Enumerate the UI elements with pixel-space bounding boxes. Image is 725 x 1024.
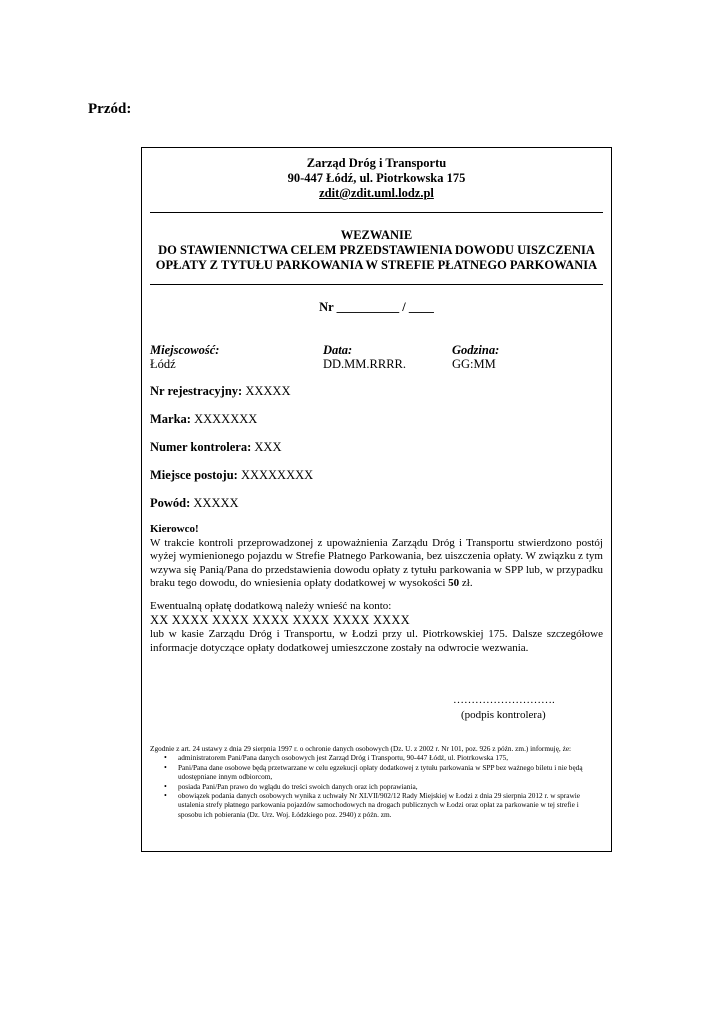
signature-caption: (podpis kontrolera) bbox=[461, 709, 546, 721]
privacy-item: • obowiązek podania danych osobowych wynika z uchwały Nr XLVII/902/12 Rady Miejskiej w Łodzi z dnia 29 sierpnia 2012 r. w sprawie ustalenia strefy płatnego parkowania pojazdów samochodowych na drogach publicznych w Łodzi oraz opłat za parkowanie w tej strefie i sposobu ich pobierania (Dz. Urz. Woj. Łódzkiego poz. 2940) z późn. zm. bbox=[178, 791, 603, 819]
account-intro: Ewentualną opłatę dodatkową należy wnieść na konto: bbox=[150, 600, 392, 612]
page-side-label: Przód: bbox=[88, 101, 132, 117]
reason-label: Powód: bbox=[150, 496, 191, 510]
account-number: XX XXXX XXXX XXXX XXXX XXXX XXXX bbox=[150, 612, 410, 627]
divider-bottom bbox=[150, 284, 603, 285]
inspector-number-value: XXX bbox=[251, 440, 282, 454]
make-field bbox=[150, 412, 257, 427]
privacy-item: • Pani/Pana dane osobowe będą przetwarzane w celu egzekucji opłaty dodatkowej z tytułu parkowania w SPP bez ważnego biletu i nie będą udostępniane innym odbiorcom, bbox=[178, 763, 603, 782]
account-outro: lub w kasie Zarządu Dróg i Transportu, w Łodzi przy ul. Piotrkowskiej 175. Dalsze szczegółowe informacje dotyczące opłaty dodatkowej umieszczone zostały na odwrocie wezwania. bbox=[150, 628, 603, 654]
reason-field bbox=[150, 496, 239, 511]
document-number-line: Nr __________ / ____ bbox=[319, 300, 434, 314]
time-value: GG:MM bbox=[452, 357, 496, 371]
summons-form bbox=[141, 147, 612, 852]
issuer-email-wrap bbox=[142, 186, 611, 202]
make-label: Marka: bbox=[150, 412, 191, 426]
reason-value: XXXXX bbox=[190, 496, 239, 510]
place-label: Miejscowość: bbox=[150, 343, 220, 357]
greeting: Kierowco! bbox=[150, 523, 199, 535]
privacy-intro: Zgodnie z art. 24 ustawy z dnia 29 sierpnia 1997 r. o ochronie danych osobowych (Dz. U. z 2002 r. Nr 101, poz. 926 z późn. zm.) informuję, że: bbox=[150, 744, 572, 753]
privacy-list bbox=[150, 753, 603, 819]
privacy-notice bbox=[150, 744, 603, 819]
registration-label: Nr rejestracyjny: bbox=[150, 384, 243, 398]
signature-line: ………………………. bbox=[453, 694, 555, 706]
divider-top bbox=[150, 212, 603, 213]
inspector-number-label: Numer kontrolera: bbox=[150, 440, 252, 454]
make-value: XXXXXXX bbox=[190, 412, 258, 426]
date-value: DD.MM.RRRR. bbox=[323, 357, 407, 371]
issuer-email-link[interactable]: zdit@zdit.uml.lodz.pl bbox=[319, 186, 434, 200]
issuer-address: 90-447 Łódź, ul. Piotrkowska 175 bbox=[287, 171, 466, 185]
place-value: Łódź bbox=[150, 357, 176, 371]
inspector-number-field bbox=[150, 440, 281, 455]
document-title: WEZWANIE bbox=[340, 228, 413, 242]
payment-paragraph bbox=[150, 600, 603, 655]
registration-field bbox=[150, 384, 290, 399]
date-label: Data: bbox=[323, 343, 353, 357]
fee-amount: 50 bbox=[448, 577, 460, 590]
parking-place-value: XXXXXXXX bbox=[237, 468, 314, 482]
parking-place-field bbox=[150, 468, 313, 483]
privacy-item: • administratorem Pani/Pana danych osobowych jest Zarząd Dróg i Transportu, 90-447 Łódź, ul. Piotrkowska 175, bbox=[178, 753, 603, 762]
privacy-item: • posiada Pani/Pan prawo do wglądu do treści swoich danych oraz ich poprawiania, bbox=[178, 782, 603, 791]
fee-currency: zł. bbox=[459, 577, 473, 590]
notice-text: W trakcie kontroli przeprowadzonej z upoważnienia Zarządu Dróg i Transportu stwierdzono postój wyżej wymienionego pojazdu w Strefie Płatnego Parkowania, bez uiszczenia opłaty. W związku z tym wzywa się Panią/Pana do przedstawienia dowodu opłaty z tytułu parkowania w SPP lub, w przypadku braku tego dowodu, do wniesienia opłaty dodatkowej w wysokości bbox=[150, 536, 603, 590]
time-label: Godzina: bbox=[452, 343, 500, 357]
issuer-name: Zarząd Dróg i Transportu bbox=[306, 156, 447, 170]
document-subtitle-line1: DO STAWIENNICTWA CELEM PRZEDSTAWIENIA DOWODU UISZCZENIA bbox=[158, 243, 595, 257]
registration-value: XXXXX bbox=[242, 384, 291, 398]
document-subtitle-line2: OPŁATY Z TYTUŁU PARKOWANIA W STREFIE PŁATNEGO PARKOWANIA bbox=[155, 258, 598, 272]
notice-paragraph bbox=[150, 523, 603, 591]
parking-place-label: Miejsce postoju: bbox=[150, 468, 238, 482]
